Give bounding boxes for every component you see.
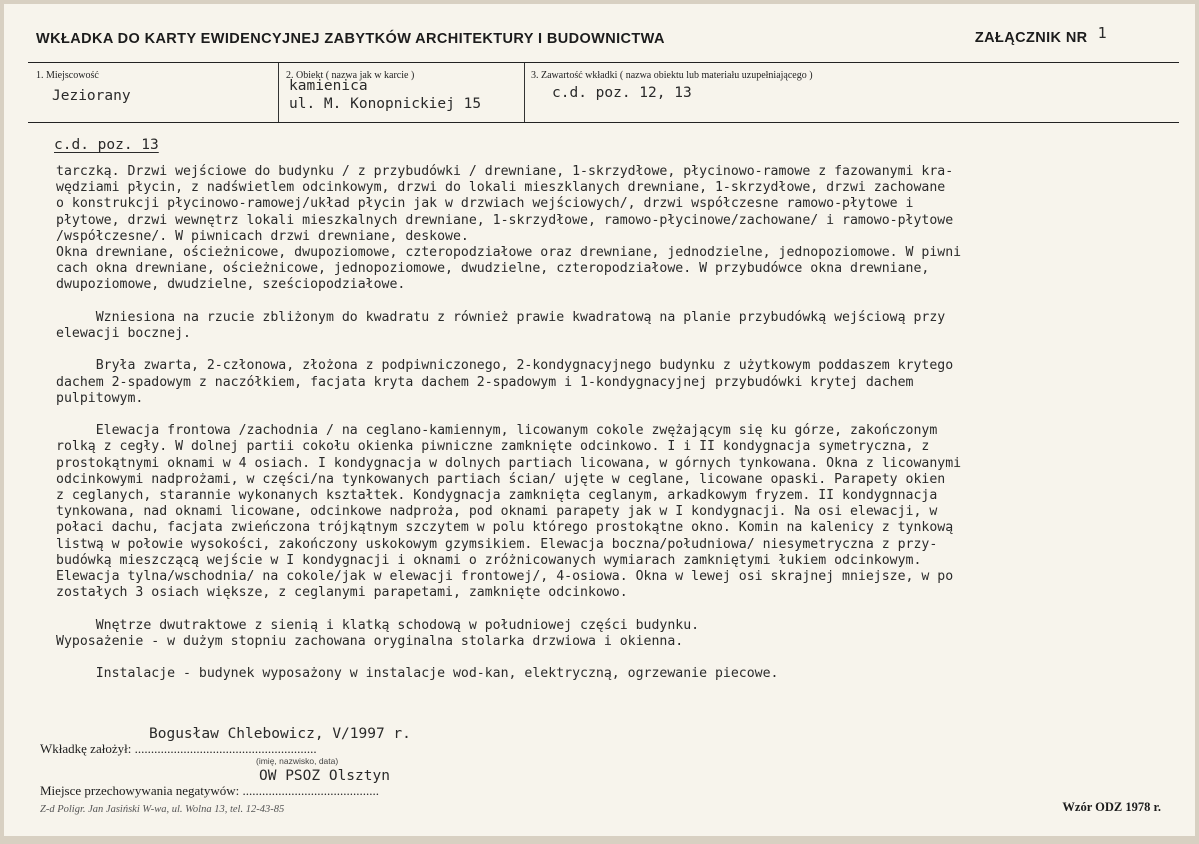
table-bottom-rule: [28, 122, 1179, 123]
printer-imprint: Z-d Poligr. Jan Jasiński W-wa, ul. Wolna 13, tel. 12-43-85: [40, 804, 285, 815]
place-label: 1. Miejscowość: [36, 70, 99, 81]
form-title: WKŁADKA DO KARTY EWIDENCYJNEJ ZABYTKÓW ARCHITEKTURY I BUDOWNICTWA: [36, 31, 665, 47]
column-divider-2: [524, 63, 525, 122]
attachment-label: [974, 24, 1107, 46]
place-value: Jeziorany: [52, 88, 131, 104]
description-text: tarczką. Drzwi wejściowe do budynku / z przybudówki / drewniane, 1-skrzydłowe, płycinowo-ramowe z fazowanymi kra- wędziami płycin, z nadświetlem odcinkowym, drzwi do lokali mieszklanych drewniane, 1-skrzydłowe, drzwi zachowane o konstrukcji płycinowo-ramowej/układ płycin jak w drzwiach wejściowych/, drzwi współczesne ramowo-płytowe i płytowe, drzwi wewnętrz lokali mieszkalnych drewniane, 1-skrzydłowe, ramowo-płycinowe/zachowane/ i ramowo-płytowe /współczesne/. W piwnicach drzwi drewniane, deskowe. Okna drewniane, ościeżnicowe, dwupoziomowe, czteropodziałowe oraz drewniane, jednodzielne, jednopoziomowe. W piwni cach okna drewniane, ościeżnicowe, jednopoziomowe, dwudzielne, czteropodziałowe. W przybudówce okna drewniane, dwupoziomowe, dwudzielne, sześciopodziałowe. Wzniesiona na rzucie zbliżonym do kwadratu z również prawie kwadratową na planie przybudówką wejściową przy elewacji bocznej. Bryła zwarta, 2-członowa, złożona z podpiwniczonego, 2-kondygnacyjnego budynku z użytkowym poddaszem krytego dachem 2-spadowym z naczółkiem, facjata kryta dachem 2-spadowym i 1-kondygnacyjnej przybudówki krytej dachem pulpitowym. Elewacja frontowa /zachodnia / na ceglano-kamiennym, licowanym cokole zwężającym się ku górze, zakończonym rolką z cegły. W dolnej partii cokołu okienka piwniczne zamknięte odcinkowo. I i II kondygnacja symetryczna, z prostokątnymi oknami w 4 osiach. I kondygnacja w dolnych partiach licowana, w górnych tynkowana. Okna z licowanymi odcinkowymi nadprożami, w części/na tynkowanych partiach ścian/ ujęte w ceglane, licowane opaski. Parapety okien z ceglanych, starannie wykonanych kształtek. Kondygnacja zamknięta ceglanym, arkadkowym fryzem. II kondygnnacja tynkowana, nad oknami licowane, odcinkowe nadproża, pod oknami parapety jak w I kondygnacji. Na osi elewacji, w połaci dachu, facjata zwieńczona trójkątnym szczytem w polu którego prostokątne okno. Komin na kalenicy z tynkową listwą w połowie wysokości, zakończony uskokowym gzymsikiem. Elewacja boczna/południowa/ niesymetryczna z przy- budówką mieszczącą wejście w I kondygnacji i oknami o zróżnicowanych wymiarach zamkniętymi łukiem odcinkowym. Elewacja tylna/wschodnia/ na cokole/jak w elewacji frontowej/, 4-osiowa. Okna w lewej osi skrajnej mniejsze, w po zostałych 3 osiach większe, z ceglanymi parapetami, zamknięte odcinkowo. Wnętrze dwutraktowe z sienią i klatką schodową w południowej części budynku. Wyposażenie - w dużym stopniu zachowana oryginalna stolarka drzwiowa i okienna. Instalacje - budynek wyposażony w instalacje wod-kan, elektryczną, ogrzewanie piecowe.: [56, 164, 962, 682]
object-value-line1: kamienica: [289, 78, 368, 94]
prepared-by-label: Wkładkę założył: ........................................................: [40, 741, 317, 756]
content-value: c.d. poz. 12, 13: [552, 85, 692, 101]
continuation-heading: c.d. poz. 13: [54, 137, 159, 153]
table-top-rule: [28, 62, 1179, 63]
form-code: Wzór ODZ 1978 r.: [1062, 800, 1161, 814]
prepared-by-hint: (imię, nazwisko, data): [256, 756, 339, 766]
prepared-by-value: Bogusław Chlebowicz, V/1997 r.: [149, 726, 411, 742]
storage-value: OW PSOZ Olsztyn: [259, 768, 390, 784]
content-label: 3. Zawartość wkładki ( nazwa obiektu lub materiału uzupełniającego ): [531, 70, 813, 81]
object-label: 2. Obiekt ( nazwa jak w karcie ): [286, 70, 415, 81]
column-divider-1: [278, 63, 279, 122]
storage-label: Miejsce przechowywania negatywów: ..........................................: [40, 783, 380, 798]
attachment-number: 1: [1097, 24, 1107, 42]
object-value-line2: ul. M. Konopnickiej 15: [289, 96, 482, 112]
inventory-card-insert: [4, 4, 1195, 836]
attachment-label-text: ZAŁĄCZNIK NR: [974, 30, 1088, 46]
